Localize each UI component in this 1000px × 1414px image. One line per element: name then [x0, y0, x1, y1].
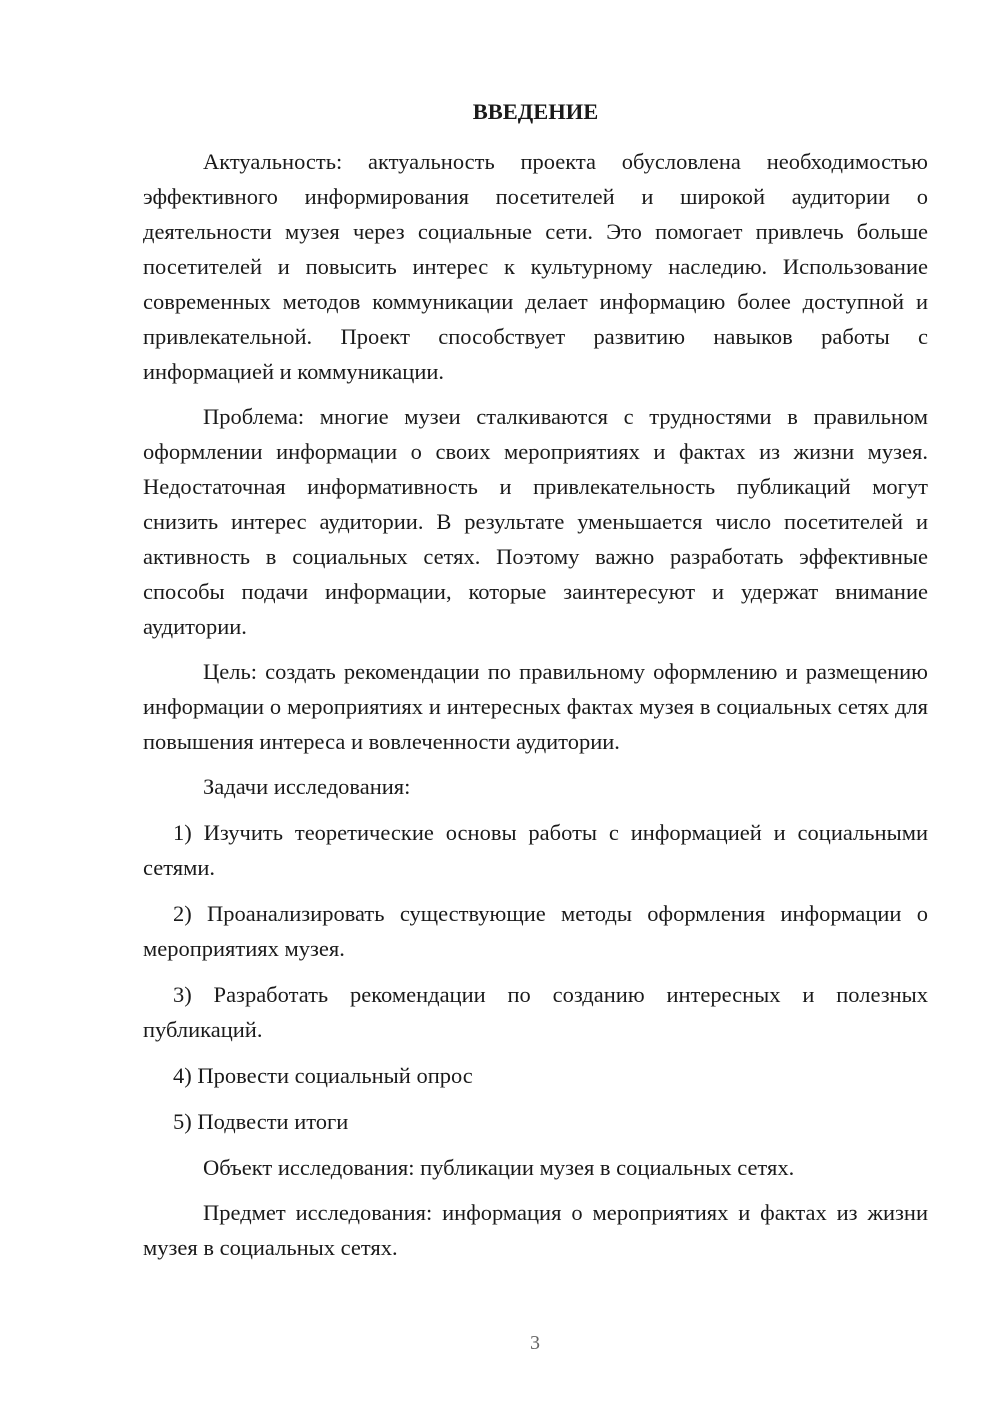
research-subject: Предмет исследования: информация о мероприятиях и фактах из жизни музея в социальных сетях.	[143, 1200, 928, 1260]
page-content	[143, 94, 928, 1275]
task-item-5: 5) Подвести итоги	[173, 1109, 349, 1134]
page-title: ВВЕДЕНИЕ	[472, 99, 599, 124]
research-object: Объект исследования: публикации музея в социальных сетях.	[203, 1155, 795, 1180]
page-number: 3	[530, 1332, 540, 1354]
paragraph-problem: Проблема: многие музеи сталкиваются с трудностями в правильном оформлении информации о своих мероприятиях и фактах из жизни музея. Недостаточная информативность и привлекательность публикаций могут снизить интерес аудитории. В результате уменьшается число посетителей и активность в социальных сетях. Поэтому важно разработать эффективные способы подачи информации, которые заинтересуют и удержат внимание аудитории.	[143, 404, 928, 639]
task-item-2: 2) Проанализировать существующие методы оформления информации о мероприятиях музея.	[143, 901, 928, 961]
task-item-1: 1) Изучить теоретические основы работы с информацией и социальными сетями.	[143, 820, 928, 880]
paragraph-goal: Цель: создать рекомендации по правильному оформлению и размещению информации о мероприятиях и интересных фактах музея в социальных сетях для повышения интереса и вовлеченности аудитории.	[143, 659, 928, 754]
tasks-heading: Задачи исследования:	[203, 774, 411, 799]
task-item-4: 4) Провести социальный опрос	[173, 1063, 473, 1088]
paragraph-relevance: Актуальность: актуальность проекта обусловлена необходимостью эффективного информирования посетителей и широкой аудитории о деятельности музея через социальные сети. Это помогает привлечь больше посетителей и повысить интерес к культурному наследию. Использование современных методов коммуникации делает информацию более доступной и привлекательной. Проект способствует развитию навыков работы с информацией и коммуникации.	[143, 149, 928, 384]
task-item-3: 3) Разработать рекомендации по созданию интересных и полезных публикаций.	[143, 982, 928, 1042]
